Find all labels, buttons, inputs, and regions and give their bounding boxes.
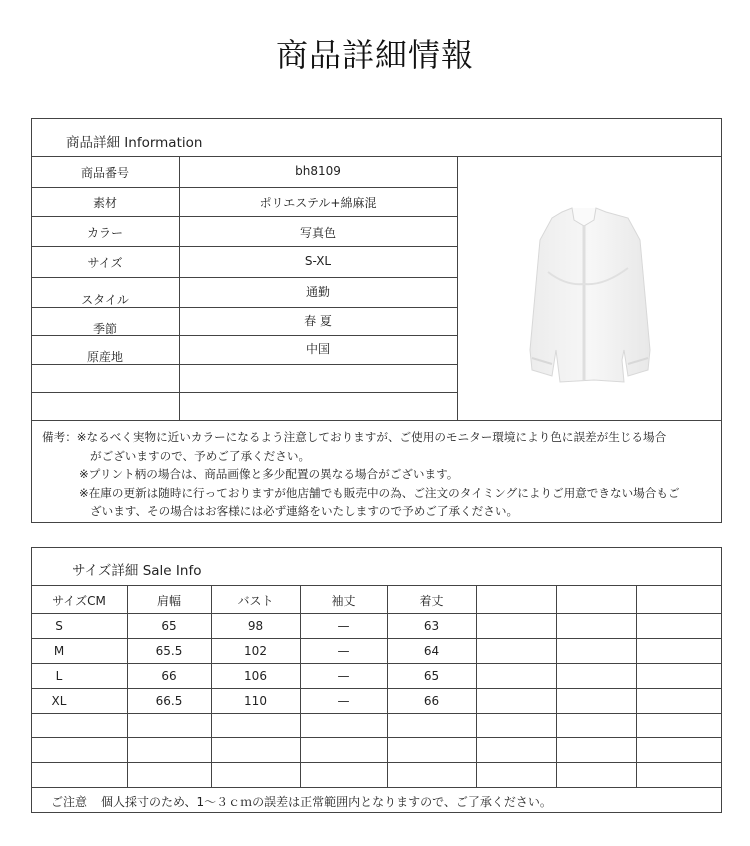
divider [31, 787, 722, 788]
caution-text: 個人採寸のため、1～３ｃｍの誤差は正常範囲内となりますので、ご了承ください。 [101, 795, 552, 809]
divider [387, 585, 388, 787]
info-label: スタイル [81, 292, 129, 307]
size-section-title: サイズ詳細 Sale Info [72, 563, 202, 579]
divider [31, 613, 722, 614]
divider [31, 392, 457, 393]
size-cell: 106 [244, 669, 267, 683]
notes-text: がございますので、予めご了承ください。 [90, 448, 311, 463]
info-label: 素材 [92, 196, 117, 210]
divider [476, 585, 477, 787]
size-cell: XL [51, 694, 67, 708]
size-cell: 66.5 [155, 694, 183, 708]
notes-line [42, 502, 680, 521]
divider [31, 420, 722, 421]
divider [556, 585, 557, 787]
notes-line [42, 428, 680, 447]
divider [31, 688, 722, 689]
notes-line [42, 484, 680, 503]
info-value: ポリエステル+綿麻混 [259, 196, 377, 210]
size-cell: 65 [423, 669, 440, 683]
size-cell: 65.5 [155, 644, 183, 658]
size-header-cell: サイズCM [52, 594, 106, 608]
size-cell: — [337, 669, 350, 683]
divider [636, 585, 637, 787]
notes-prefix: 備考： [42, 430, 77, 444]
divider [31, 187, 457, 188]
size-cell: 63 [423, 619, 440, 633]
divider [31, 663, 722, 664]
info-label: カラー [86, 225, 123, 240]
size-cell: S [55, 619, 63, 633]
size-cell: — [337, 619, 350, 633]
divider [457, 156, 458, 420]
notes-text: ※なるべく実物に近いカラーになるよう注意しておりますが、ご使用のモニター環境により色に誤差が生じる場合 [76, 430, 667, 444]
size-cell: 65 [161, 619, 177, 633]
size-cell: 98 [247, 619, 264, 633]
divider [31, 638, 722, 639]
divider [211, 585, 212, 787]
notes-text: ※在庫の更新は随時に行っておりますが他店舗でも販売中の為、ご注文のタイミングによりご用意できない場合もご [79, 485, 680, 500]
notes-line [42, 447, 680, 466]
size-cell: 66 [161, 669, 177, 683]
caution-label: ご注意 [51, 795, 88, 809]
info-label: 商品番号 [80, 166, 129, 180]
size-cell: 66 [423, 694, 440, 708]
page-title: 商品詳細情報 [275, 36, 474, 74]
size-header-cell: バスト [237, 594, 274, 608]
info-label: 原産地 [86, 350, 123, 364]
divider [31, 713, 722, 714]
size-cell: M [53, 644, 65, 658]
info-label: 季節 [92, 321, 117, 336]
info-value: S-XL [304, 254, 332, 268]
info-label: サイズ [87, 256, 123, 270]
size-header-cell: 肩幅 [156, 594, 181, 608]
notes-text: ※プリント柄の場合は、商品画像と多少配置の異なる場合がございます。 [79, 467, 459, 482]
divider [300, 585, 301, 787]
divider [31, 762, 722, 763]
divider [31, 277, 457, 278]
size-header-cell: 着丈 [419, 594, 444, 608]
info-value: 春 夏 [304, 313, 332, 328]
info-value: bh8109 [295, 164, 341, 178]
divider [31, 246, 457, 247]
size-cell: 64 [423, 644, 440, 658]
size-cell: — [337, 694, 350, 708]
size-cell: L [55, 669, 63, 683]
divider [127, 585, 128, 787]
info-value: 中国 [305, 342, 330, 356]
notes-line [42, 465, 680, 484]
info-section-title: 商品詳細 Information [66, 135, 203, 151]
info-value: 写真色 [299, 225, 336, 240]
size-cell: — [337, 644, 350, 658]
divider [31, 156, 722, 157]
divider [31, 216, 457, 217]
notes-block [42, 428, 680, 521]
size-cell: 110 [244, 694, 267, 708]
size-cell: 102 [244, 644, 267, 658]
info-value: 通勤 [305, 284, 330, 299]
divider [31, 737, 722, 738]
divider [31, 585, 722, 586]
white-shirt-photo [500, 200, 680, 390]
notes-text: ざいます、その場合はお客様には必ず連絡をいたしますので予めご了承ください。 [90, 504, 519, 519]
size-header-cell: 袖丈 [331, 594, 356, 608]
